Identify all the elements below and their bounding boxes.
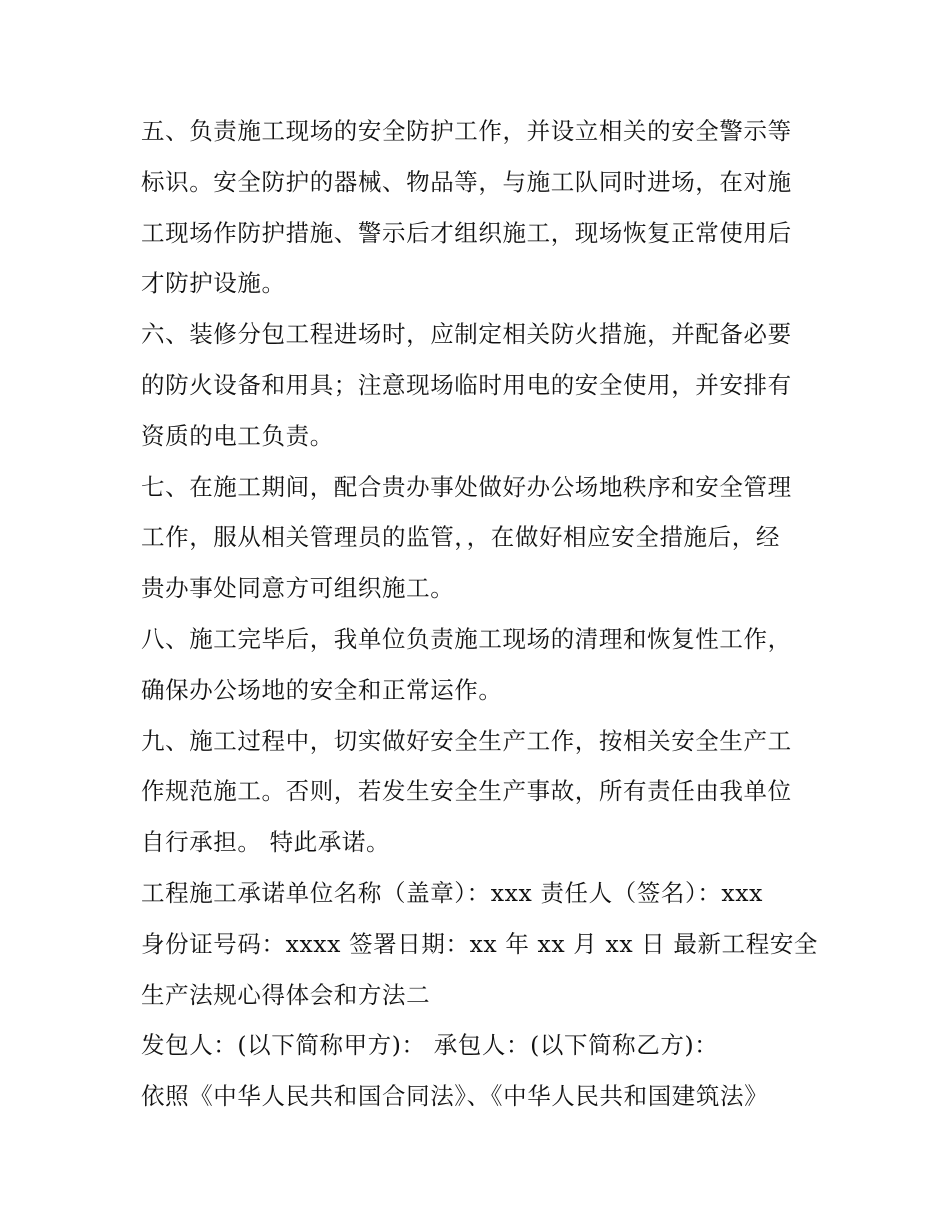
text-line: 六、装修分包工程进场时，应制定相关防火措施，并配备必要 — [141, 320, 792, 349]
text-line: 七、在施工期间，配合贵办事处做好办公场地秩序和安全管理 — [141, 472, 792, 501]
text-line: 五、负责施工现场的安全防护工作，并设立相关的安全警示等 — [141, 117, 792, 145]
text-line: 工作，服从相关管理员的监管，，在做好相应安全措施后，经 — [141, 523, 780, 552]
text-line: 依照《中华人民共和国合同法》、《中华人民共和国建筑法》 — [141, 1082, 769, 1111]
text-line: 作规范施工。否则，若发生安全生产事故，所有责任由我单位 — [141, 777, 792, 806]
text-line: 生产法规心得体会和方法二 — [141, 980, 431, 1009]
text-line: 标识。安全防护的器械、物品等，与施工队同时进场，在对施 — [141, 167, 792, 196]
text-line: 工现场作防护措施、警示后才组织施工，现场恢复正常使用后 — [141, 218, 792, 247]
text-line: 八、施工完毕后，我单位负责施工现场的清理和恢复性工作， — [141, 624, 792, 653]
document-body — [141, 106, 821, 1122]
text-line: 的防火设备和用具；注意现场临时用电的安全使用，并安排有 — [141, 370, 792, 399]
text-line: 发包人：(以下简称甲方)： 承包人：(以下简称乙方)： — [141, 1031, 719, 1060]
text-line: 身份证号码：xxxx 签署日期：xx 年 xx 月 xx 日 最新工程安全 — [141, 929, 819, 958]
text-line: 资质的电工负责。 — [141, 421, 334, 450]
text-line: 九、施工过程中，切实做好安全生产工作，按相关安全生产工 — [141, 726, 792, 755]
text-line: 自行承担。 特此承诺。 — [141, 828, 391, 857]
text-line: 才防护设施。 — [141, 269, 286, 298]
text-line: 工程施工承诺单位名称（盖章）：xxx 责任人（签名）：xxx — [141, 878, 763, 907]
text-line: 贵办事处同意方可组织施工。 — [141, 574, 455, 603]
text-line: 确保办公场地的安全和正常运作。 — [141, 675, 503, 704]
